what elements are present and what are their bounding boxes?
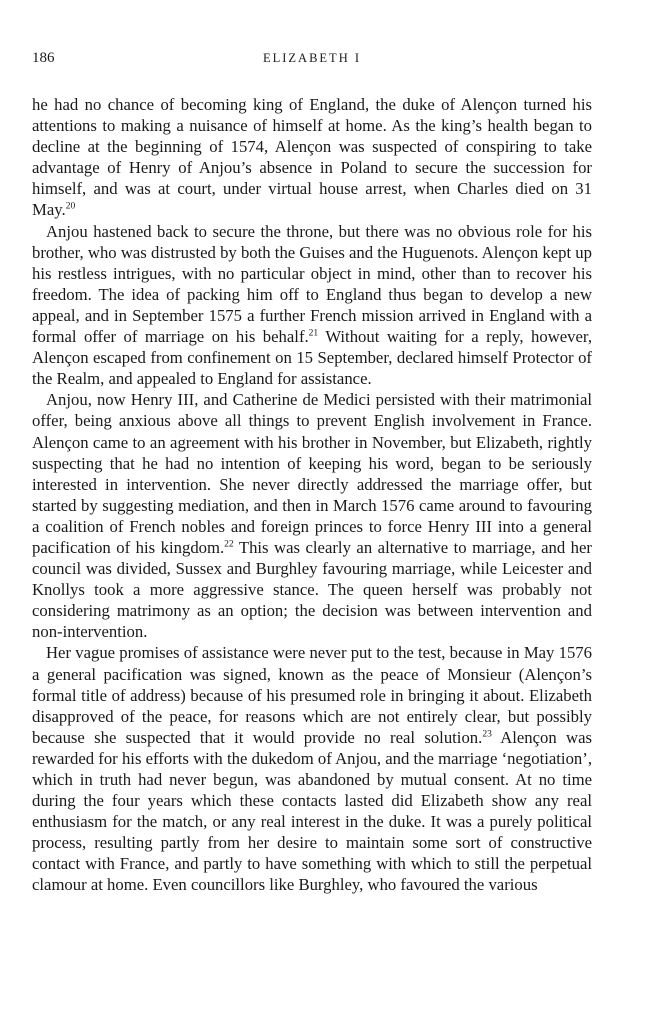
paragraph — [32, 642, 592, 895]
running-title: ELIZABETH I — [262, 51, 362, 65]
text-run: Her vague promises of assistance were never put to the test, because in May 1576 a general pacification was signed, known as the peace of Monsieur (Alençon’s formal title of address) because of his presumed role in bringing it about. Elizabeth disapproved of the peace, for reasons which are not entirely clear, but possibly because she suspected that it would provide no real solution. — [32, 643, 592, 747]
footnote-marker: 22 — [224, 539, 234, 550]
text-run: Without waiting for a reply, however, Alençon escaped from confinement on 15 September, declared himself Protector of the Realm, and appealed to England for assistance. — [32, 327, 592, 389]
running-head — [32, 48, 592, 72]
page-number: 186 — [32, 50, 55, 66]
text-run: he had no chance of becoming king of England, the duke of Alençon turned his attentions to making a nuisance of himself at home. As the king’s health began to decline at the beginning of 1574, Alençon was suspected of conspiring to take advantage of Henry of Anjou’s absence in Poland to secure the succession for himself, and was at court, under virtual house arrest, when Charles died on 31 May. — [32, 95, 592, 220]
text-run: Alençon was rewarded for his efforts with the dukedom of Anjou, and the marriage ‘negotiation’, which in truth had never begun, was abandoned by mutual consent. At no time during the four years which these contacts lasted did Elizabeth show any real enthusiasm for the match, or any real interest in the duke. It was a purely political process, resulting partly from her desire to maintain some sort of constructive contact with France, and partly to have something with which to still the perpetual clamour at home. Even councillors like Burghley, who favoured the various — [32, 727, 592, 895]
text-run: Anjou hastened back to secure the throne, but there was no obvious role for his brother, who was distrusted by both the Guises and the Huguenots. Alençon kept up his restless intrigues, with no particular object in mind, other than to recover his freedom. The idea of packing him off to England thus began to develop a new appeal, and in September 1575 a further French mission arrived in England with a formal offer of marriage on his behalf. — [32, 221, 592, 347]
book-page — [32, 48, 592, 896]
footnote-marker: 23 — [482, 729, 492, 740]
footnote-marker: 21 — [308, 328, 319, 339]
text-run: This was clearly an alternative to marriage, and her council was divided, Sussex and Burghley favouring marriage, while Leicester and Knollys took a more aggressive stance. The queen herself was probably not considering matrimony as an option; the decision was between intervention and non-intervention. — [32, 537, 592, 642]
paragraph — [32, 94, 592, 221]
paragraph — [32, 389, 592, 642]
footnote-marker: 20 — [65, 201, 76, 212]
paragraph — [32, 221, 592, 390]
text-run: Anjou, now Henry III, and Catherine de Medici persisted with their matrimonial offer, being anxious above all things to prevent English involvement in France. Alençon came to an agreement with his brother in November, but Elizabeth, rightly suspecting that he had no intention of keeping his word, began to be seriously interested in intervention. She never directly addressed the marriage offer, but started by suggesting mediation, and then in March 1576 came around to favouring a coalition of French nobles and foreign princes to force Henry III into a general pacification of his kingdom. — [32, 390, 592, 557]
body-text — [32, 94, 592, 896]
